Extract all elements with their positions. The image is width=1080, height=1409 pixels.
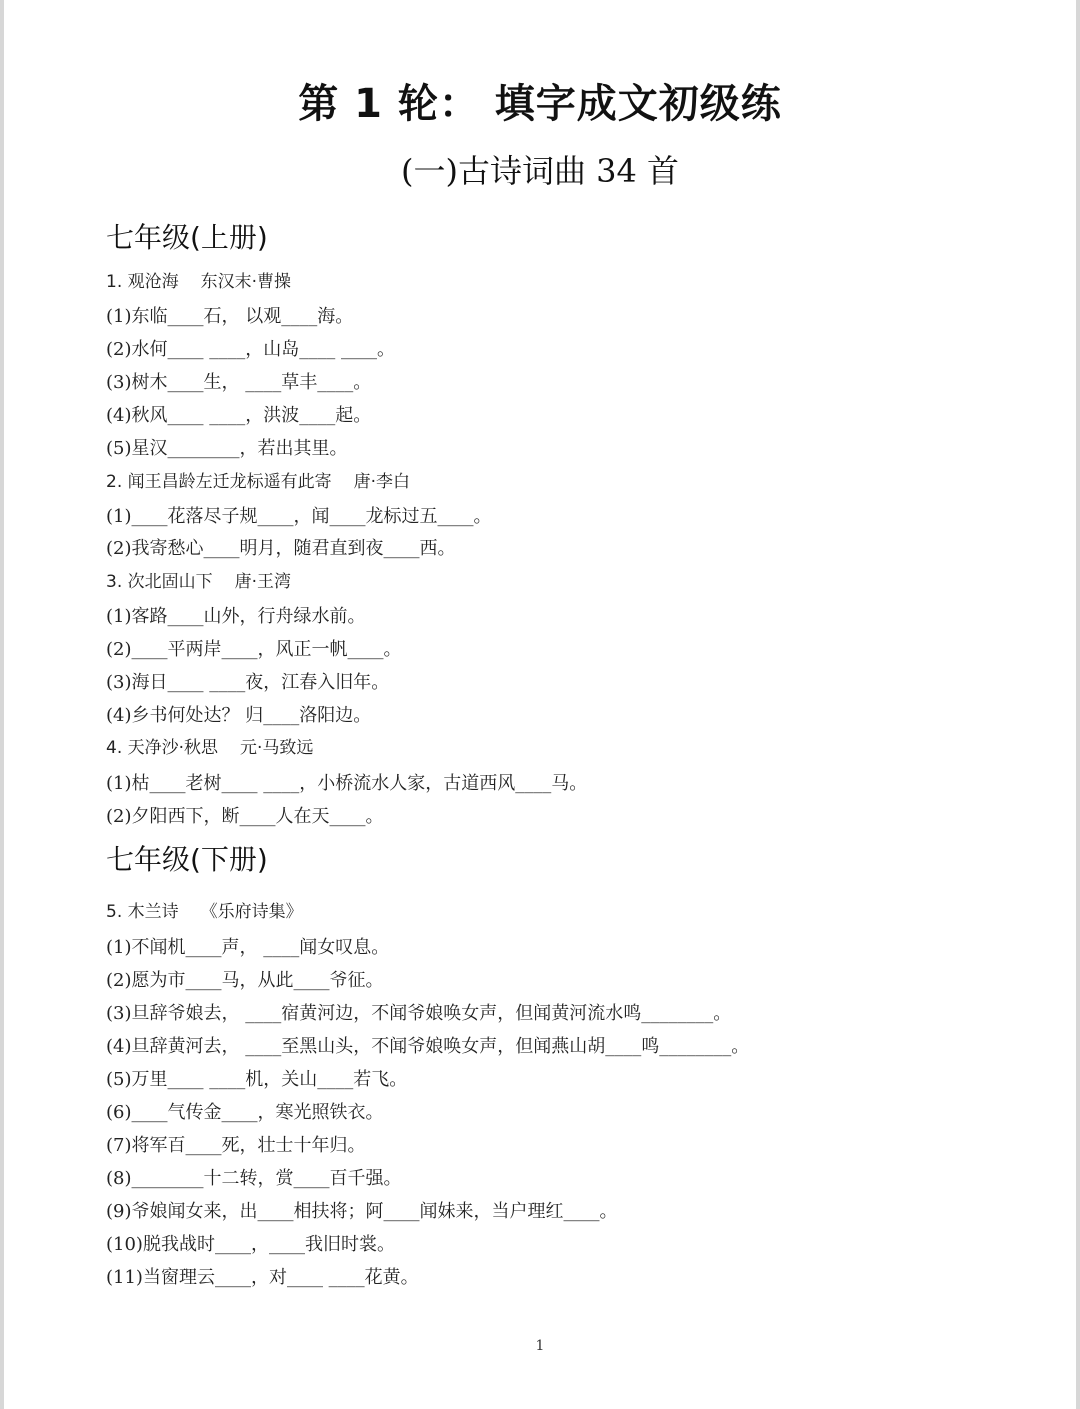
poem-title: 5. 木兰诗 bbox=[106, 902, 179, 922]
poem-line: (4)旦辞黄河去， ____至黑山头，不闻爷娘唤女声，但闻燕山胡____鸣________。 bbox=[106, 1036, 750, 1057]
poem-line: (1)不闻机____声， ____闻女叹息。 bbox=[106, 937, 390, 958]
poem-line: (1)客路____山外，行舟绿水前。 bbox=[106, 606, 366, 627]
poem-line: (10)脱我战时____，____我旧时裳。 bbox=[106, 1234, 395, 1255]
poem-title: 3. 次北固山下 bbox=[106, 572, 213, 592]
poem-line: (2)愿为市____马，从此____爷征。 bbox=[106, 970, 384, 991]
grade-heading-lower: 七年级(下册) bbox=[106, 843, 268, 876]
poem-heading bbox=[106, 470, 410, 494]
poem-heading bbox=[106, 270, 291, 294]
poem-line: (2)夕阳西下，断____人在天____。 bbox=[106, 806, 384, 827]
poem-author: 唐·王湾 bbox=[234, 572, 292, 592]
poem-heading bbox=[106, 570, 291, 594]
poem-line: (3)海日____ ____夜，江春入旧年。 bbox=[106, 672, 390, 693]
poem-title: 1. 观沧海 bbox=[106, 272, 179, 292]
poem-title: 2. 闻王昌龄左迁龙标遥有此寄 bbox=[106, 472, 332, 492]
page-number: 1 bbox=[535, 1338, 545, 1354]
poem-line: (6)____气传金____，寒光照铁衣。 bbox=[106, 1102, 384, 1123]
poem-author: 东汉末·曹操 bbox=[200, 272, 292, 292]
poem-line: (1)东临____石， 以观____海。 bbox=[106, 306, 354, 327]
poem-line: (1)____花落尽子规____，闻____龙标过五____。 bbox=[106, 506, 492, 527]
poem-author: 唐·李白 bbox=[353, 472, 411, 492]
poem-line: (3)树木____生， ____草丰____。 bbox=[106, 372, 372, 393]
poem-heading bbox=[106, 900, 303, 924]
poem-line: (11)当窗理云____，对____ ____花黄。 bbox=[106, 1267, 419, 1288]
poem-heading bbox=[106, 736, 313, 760]
poem-line: (9)爷娘闻女来，出____相扶将；阿____闻妹来，当户理红____。 bbox=[106, 1201, 618, 1222]
poem-line: (8)________十二转，赏____百千强。 bbox=[106, 1168, 402, 1189]
poem-line: (4)乡书何处达？ 归____洛阳边。 bbox=[106, 705, 372, 726]
poem-line: (2)我寄愁心____明月，随君直到夜____西。 bbox=[106, 538, 456, 559]
poem-author: 元·马致远 bbox=[240, 738, 314, 758]
poem-author: 《乐府诗集》 bbox=[200, 902, 303, 922]
page-subtitle: (一)古诗词曲 34 首 bbox=[400, 152, 680, 190]
poem-line: (7)将军百____死，壮士十年归。 bbox=[106, 1135, 366, 1156]
poem-line: (4)秋风____ ____，洪波____起。 bbox=[106, 405, 372, 426]
poem-line: (2)____平两岸____，风正一帆____。 bbox=[106, 639, 402, 660]
poem-title: 4. 天净沙·秋思 bbox=[106, 738, 219, 758]
poem-line: (2)水何____ ____，山岛____ ____。 bbox=[106, 339, 395, 360]
page-title: 第 1 轮： 填字成文初级练 bbox=[298, 81, 782, 127]
poem-line: (3)旦辞爷娘去， ____宿黄河边，不闻爷娘唤女声，但闻黄河流水鸣________。 bbox=[106, 1003, 732, 1024]
poem-line: (1)枯____老树____ ____，小桥流水人家，古道西风____马。 bbox=[106, 773, 588, 794]
poem-line: (5)万里____ ____机，关山____若飞。 bbox=[106, 1069, 408, 1090]
grade-heading-upper: 七年级(上册) bbox=[106, 221, 268, 254]
poem-line: (5)星汉________，若出其里。 bbox=[106, 438, 348, 459]
